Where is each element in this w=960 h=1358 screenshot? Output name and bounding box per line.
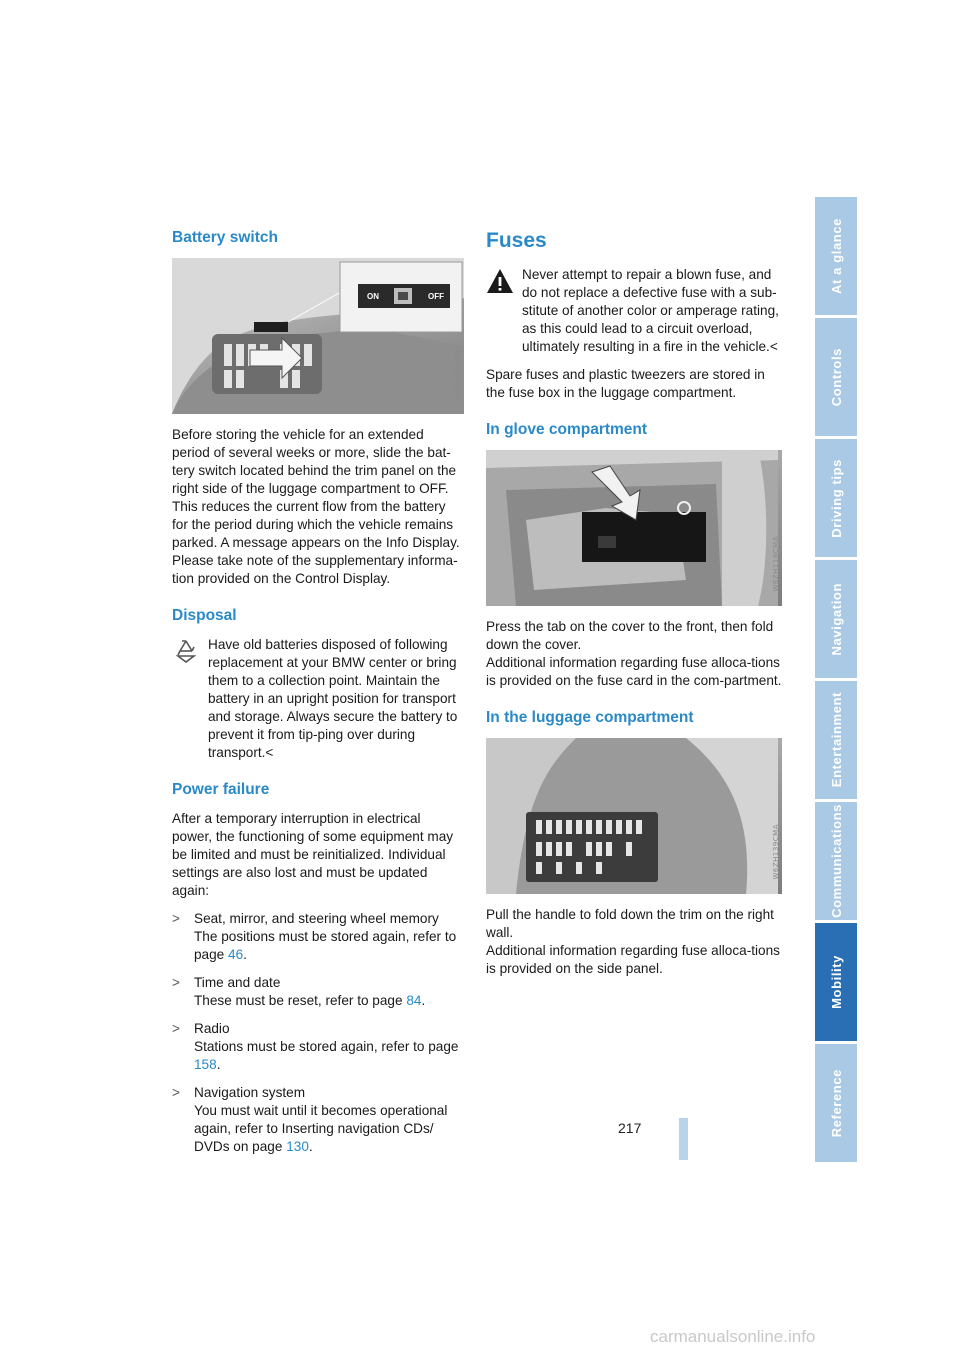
chapter-sidebar xyxy=(815,197,857,1165)
list-marker: > xyxy=(172,975,180,990)
item-title: Seat, mirror, and steering wheel memory xyxy=(194,911,439,926)
figure-code: W6ZH139CMA xyxy=(772,824,780,880)
page-link-158[interactable]: 158 xyxy=(194,1057,217,1072)
item-title: Time and date xyxy=(194,975,281,990)
tab-at-a-glance[interactable] xyxy=(815,197,857,318)
list-marker: > xyxy=(172,911,180,926)
glove-compartment-illustration xyxy=(486,450,778,606)
item-end: . xyxy=(243,947,247,962)
list-item xyxy=(172,974,464,1010)
fuses-warning-text: Never attempt to repair a blown fuse, and do not replace a defective fuse with a sub-stitute of another color or amperage rating, as this could lead to a circuit overload, ultimately resulting in a fire in the vehicle. xyxy=(522,267,779,354)
luggage-body-2: Additional information regarding fuse alloca-tions is provided on the side panel. xyxy=(486,943,780,976)
tab-label: At a glance xyxy=(828,218,844,294)
tab-label: Communications xyxy=(828,804,844,918)
power-failure-list xyxy=(172,910,464,1156)
end-mark: < xyxy=(265,745,274,760)
tab-label: Navigation xyxy=(828,582,844,656)
item-text: You must wait until it becomes operational again, refer to Inserting navigation CDs/ DVDs on page xyxy=(194,1103,448,1154)
list-marker: > xyxy=(172,1085,180,1100)
item-end: . xyxy=(308,1139,313,1154)
page-link-84[interactable]: 84 xyxy=(406,993,422,1008)
page-link-46[interactable]: 46 xyxy=(228,947,244,962)
watermark: carmanualsonline.info xyxy=(650,1327,816,1346)
tab-navigation[interactable] xyxy=(815,560,857,681)
tab-label: Mobility xyxy=(828,955,844,1009)
item-text: These must be reset, refer to page xyxy=(194,993,403,1008)
right-column xyxy=(486,228,782,978)
page-number: 217 xyxy=(618,1120,642,1136)
list-item xyxy=(172,910,464,964)
glove-section xyxy=(486,420,782,690)
spare-fuses-text: Spare fuses and plastic tweezers are stored in the fuse box in the luggage compartment. xyxy=(486,367,765,400)
warning-triangle-icon xyxy=(486,268,514,294)
power-failure-section xyxy=(172,780,464,1156)
tab-entertainment[interactable] xyxy=(815,681,857,802)
item-title: Radio xyxy=(194,1021,230,1036)
disposal-note xyxy=(172,636,464,762)
glove-heading: In glove compartment xyxy=(486,421,648,438)
battery-switch-heading: Battery switch xyxy=(172,229,278,246)
luggage-body-1: Pull the handle to fold down the trim on the right wall. xyxy=(486,907,774,940)
list-marker: > xyxy=(172,1021,180,1036)
tab-label: Driving tips xyxy=(828,458,844,538)
disposal-heading: Disposal xyxy=(172,607,237,624)
figure-code: W6ZH118CMA xyxy=(772,536,780,592)
tab-driving-tips[interactable] xyxy=(815,439,857,560)
item-text: The positions must be stored again, refer to page xyxy=(194,929,457,962)
disposal-text: Have old batteries disposed of following replacement at your BMW center or bring them to a collection point. Maintain the battery in an upright position for transport and storage. Always secure the battery to prevent it from tip-ping over during transport. xyxy=(208,637,458,760)
switch-off-label: OFF xyxy=(428,292,444,301)
item-text: Stations must be stored again, refer to page xyxy=(194,1039,459,1054)
battery-switch-text: Before storing the vehicle for an extended period of several weeks or more, slide the bat-tery switch located behind the trim panel on the right side of the luggage compartment to OFF. This reduces the current flow from the battery for the period during which the vehicle remains parked. A message appears on the Info Display. Please take note of the supplementary informa-tion provided on the Control Display. xyxy=(172,427,460,586)
luggage-compartment-illustration xyxy=(486,738,778,894)
end-mark: < xyxy=(769,339,778,354)
item-title: Navigation system xyxy=(194,1085,306,1100)
figure-code: W6ZH429CMA xyxy=(454,344,462,400)
fuses-heading: Fuses xyxy=(486,229,547,252)
luggage-heading: In the luggage compartment xyxy=(486,709,694,726)
page-number-bar xyxy=(679,1118,688,1160)
tab-label: Reference xyxy=(828,1068,844,1138)
page-link-130[interactable]: 130 xyxy=(286,1139,309,1154)
switch-on-label: ON xyxy=(367,292,379,301)
list-item xyxy=(172,1084,464,1156)
item-end: . xyxy=(216,1057,221,1072)
recycle-icon xyxy=(172,638,200,664)
battery-switch-figure xyxy=(172,258,464,414)
tab-communications[interactable] xyxy=(815,802,857,923)
power-failure-heading: Power failure xyxy=(172,781,270,798)
item-end: . xyxy=(421,993,426,1008)
glove-body-1: Press the tab on the cover to the front, then fold down the cover. xyxy=(486,619,774,652)
list-item xyxy=(172,1020,464,1074)
power-failure-intro: After a temporary interruption in electrical power, the functioning of some equipment may be limited and must be reinitialized. Individual settings are also lost and must be updated again: xyxy=(172,811,454,898)
tab-mobility[interactable] xyxy=(815,923,857,1044)
tab-label: Entertainment xyxy=(828,692,844,788)
glove-compartment-figure xyxy=(486,450,782,606)
battery-switch-illustration xyxy=(172,258,464,414)
luggage-section xyxy=(486,708,782,978)
tab-label: Controls xyxy=(828,347,844,407)
glove-body-2: Additional information regarding fuse alloca-tions is provided on the fuse card in the com-partment. xyxy=(486,655,782,688)
tab-reference[interactable] xyxy=(815,1044,857,1165)
disposal-section xyxy=(172,606,464,762)
tab-controls[interactable] xyxy=(815,318,857,439)
fuses-warning xyxy=(486,266,782,356)
luggage-compartment-figure xyxy=(486,738,782,894)
left-column xyxy=(172,228,464,1166)
